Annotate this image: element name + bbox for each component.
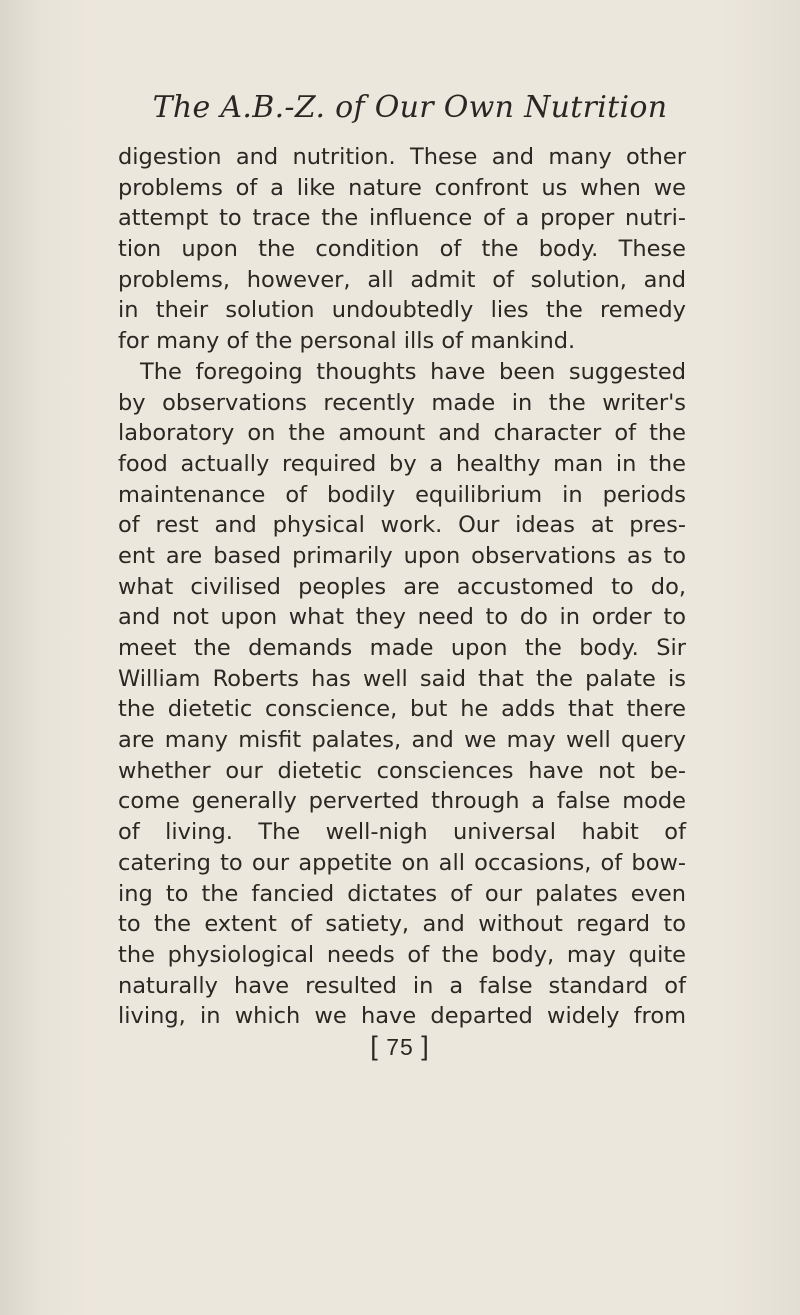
text-line: whether our dietetic consciences have not be- bbox=[118, 757, 686, 784]
text-line: are many misfit palates, and we may well query bbox=[118, 727, 686, 754]
text-line: what civilised peoples are accustomed to do, bbox=[118, 573, 686, 600]
text-line: and not upon what they need to do in order to bbox=[118, 604, 686, 631]
text-line: meet the demands made upon the body. Sir bbox=[118, 635, 686, 661]
folio-close-bracket: ] bbox=[421, 1031, 430, 1061]
text-line: digestion and nutrition. These and many other bbox=[118, 144, 686, 170]
text-line: attempt to trace the influence of a proper nutri- bbox=[118, 205, 686, 232]
text-line: for many of the personal ills of mankind. bbox=[118, 328, 576, 355]
text-line: ent are based primarily upon observations as to bbox=[118, 542, 686, 569]
text-line: The foregoing thoughts have been suggested bbox=[140, 358, 686, 385]
text-line: to the extent of satiety, and without regard to bbox=[118, 911, 686, 938]
text-line: tion upon the condition of the body. These bbox=[118, 236, 686, 263]
text-line: living, in which we have departed widely from bbox=[118, 1003, 686, 1030]
text-line: naturally have resulted in a false standard of bbox=[118, 972, 686, 999]
running-head: The A.B.-Z. of Our Own Nutrition bbox=[152, 90, 668, 125]
text-line: by observations recently made in the writer's bbox=[118, 389, 686, 416]
text-line: problems, however, all admit of solution, and bbox=[118, 266, 686, 293]
text-line: catering to our appetite on all occasions, of bow- bbox=[118, 849, 686, 876]
page-number bbox=[0, 1031, 800, 1062]
folio-number: 75 bbox=[386, 1034, 414, 1060]
text-line: food actually required by a healthy man in the bbox=[118, 450, 686, 477]
text-line: problems of a like nature confront us when we bbox=[118, 174, 686, 201]
text-line: laboratory on the amount and character of the bbox=[118, 420, 686, 447]
text-line: the dietetic conscience, but he adds that there bbox=[118, 696, 686, 723]
text-line: ing to the fancied dictates of our palates even bbox=[118, 880, 686, 907]
text-line: William Roberts has well said that the palate is bbox=[118, 665, 686, 692]
text-line: come generally perverted through a false mode bbox=[118, 788, 686, 815]
text-line: the physiological needs of the body, may quite bbox=[118, 941, 686, 968]
folio-open-bracket: [ bbox=[370, 1031, 379, 1061]
text-line: maintenance of bodily equilibrium in periods bbox=[118, 481, 686, 508]
body-text bbox=[118, 142, 686, 1032]
text-line: of rest and physical work. Our ideas at pres- bbox=[118, 512, 686, 539]
text-line: in their solution undoubtedly lies the remedy bbox=[118, 297, 686, 324]
text-line: of living. The well-nigh universal habit of bbox=[118, 819, 686, 846]
